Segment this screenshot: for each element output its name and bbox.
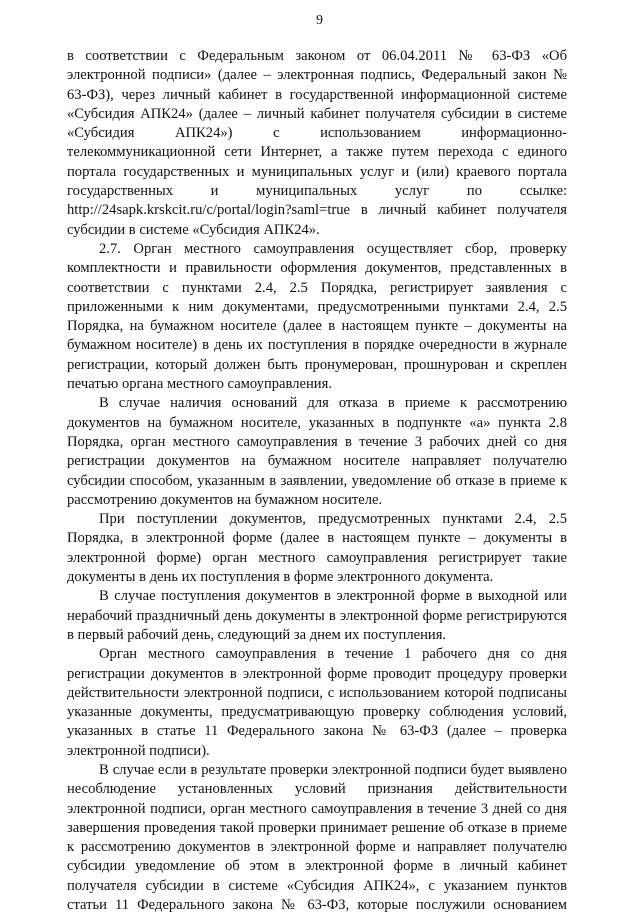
paragraph-2-7: 2.7. Орган местного самоуправления осуществляет сбор, проверку комплектности и правильности оформления документов, представленных в соответствии с пунктами 2.4, 2.5 Порядка, регистрирует заявления с приложенными к ним документами, предусмотренными пунктами 2.4, 2.5 Порядка, на бумажном носителе (далее в настоящем пункте – документы на бумажном носителе) в день их поступления в порядке очередности в журнале регистрации, который должен быть пронумерован, прошнурован и скреплен печатью органа местного самоуправления. (67, 240, 567, 393)
paragraph-refusal-paper: В случае наличия оснований для отказа в приеме к рассмотрению документов на бумажном носителе, указанных в подпункте «а» пункта 2.8 Порядка, орган местного самоуправления в течение 3 рабочих дней со дня регистрации документов на бумажном носителе направляет получателю субсидии способом, указанным в заявлении, уведомление об отказе в приеме к рассмотрению документов на бумажном носителе. (67, 395, 567, 508)
paragraph-signature-failure: В случае если в результате проверки электронной подписи будет выявлено несоблюдение установленных условий признания действительности электронной подписи, орган местного самоуправления в течение 3 дней со дня завершения проведения такой проверки принимает решение об отказе в приеме к рассмотрению документов в электронной форме и направляет получателю субсидии уведомление об этом в электронной форме в личный кабинет получателя субсидии в системе «Субсидия АПК24», с указанием пунктов статьи 11 Федерального закона № 63-ФЗ, которые послужили основанием (67, 761, 567, 914)
paragraph-signature-check: Орган местного самоуправления в течение 1 рабочего дня со дня регистрации документов в электронной форме проводит процедуру проверки действительности электронной подписи, с использованием которой подписаны указанные документы, предусматривающую проверку соблюдения условий, указанных в статье 11 Федерального закона № 63-ФЗ (далее – проверка электронной подписи). (67, 646, 567, 759)
paragraph-continuation: в соответствии с Федеральным законом от 06.04.2011 № 63-ФЗ «Об электронной подписи» (далее – электронная подпись, Федеральный закон № 63-ФЗ), через личный кабинет в государственной информационной системе «Субсидия АПК24» (далее – личный кабинет получателя субсидии в системе «Субсидия АПК24») с использованием информационно-телекоммуникационной сети Интернет, а также путем перехода с единого портала государственных и муниципальных услуг и (или) краевого портала государственных и муниципальных услуг по ссылке: http://24sapk.krskcit.ru/c/portal/login?saml=true в личный кабинет получателя субсидии в системе «Субсидия АПК24». (67, 48, 567, 238)
paragraph-holiday-receipt: В случае поступления документов в электронной форме в выходной или нерабочий праздничный день документы в электронной форме регистрируются в первый рабочий день, следующий за днем их поступления. (67, 588, 567, 643)
document-body (67, 47, 567, 915)
paragraph-electronic-receipt: При поступлении документов, предусмотренных пунктами 2.4, 2.5 Порядка, в электронной форме (далее в настоящем пункте – документы в электронной форме) орган местного самоуправления регистрирует такие документы в день их поступления в форме электронного документа. (67, 511, 567, 586)
page-number: 9 (316, 13, 323, 28)
